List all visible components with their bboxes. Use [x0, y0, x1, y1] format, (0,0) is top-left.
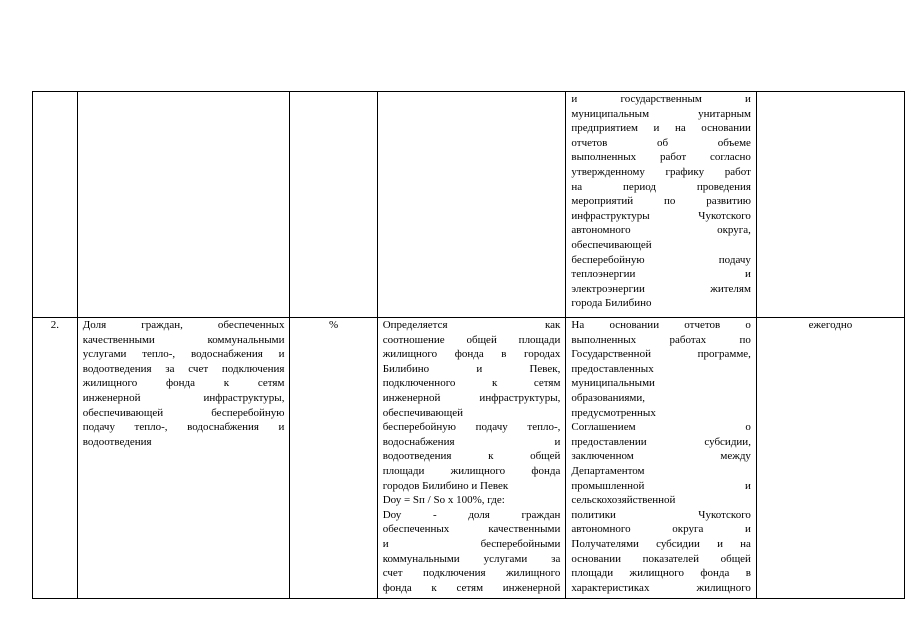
text-line: предприятием и на основании	[571, 122, 751, 135]
text-line: Получателями субсидии и на	[571, 537, 751, 550]
text-line: водоотведения	[82, 435, 152, 448]
text-line: инженерной инфраструктуры,	[82, 391, 285, 404]
text-line: обеспеченных качественными	[382, 523, 561, 536]
periodicity-cell: ежегодно	[756, 318, 904, 599]
table-row	[33, 318, 905, 599]
text-line: Определяется как	[382, 319, 561, 331]
indicator-table	[32, 91, 905, 599]
text-line: площади жилищного фонда в	[571, 567, 751, 580]
text-line: промышленной и	[571, 479, 751, 492]
data-source-cell	[566, 92, 757, 318]
text-line: коммунальными услугами за	[382, 552, 561, 565]
data-source-cell	[566, 318, 757, 599]
text-line: водоотведения за счет подключения	[82, 362, 285, 375]
indicator-name-cell	[77, 318, 290, 599]
text-line: муниципальными	[571, 377, 655, 390]
text-line: городов Билибино и Певек	[382, 479, 509, 492]
text-line: электроэнергии жителям	[571, 282, 751, 295]
text-line: соотношение общей площади	[382, 333, 561, 346]
text-line: характеристиках жилищного	[571, 581, 751, 594]
text-line: услугами тепло-, водоснабжения и	[82, 348, 285, 361]
text-line: автономного округа,	[571, 224, 751, 237]
text-line: мероприятий по развитию	[571, 195, 751, 208]
text-line: Билибино и Певек,	[382, 362, 561, 375]
text-line: счет подключения жилищного	[382, 567, 561, 580]
text-line: и бесперебойными	[382, 537, 561, 550]
text-line: утвержденному графику работ	[571, 165, 751, 178]
text-line: обеспечивающей	[571, 238, 652, 251]
text-line: предоставленных	[571, 362, 654, 375]
unit-cell: %	[290, 318, 377, 599]
periodicity-cell	[756, 92, 904, 318]
text-line: Доля граждан, обеспеченных	[82, 319, 285, 331]
calculation-method-cell	[377, 318, 566, 599]
text-line: жилищного фонда в городах	[382, 348, 561, 361]
text-line: отчетов об объеме	[571, 136, 751, 149]
text-line: выполненных работах по	[571, 333, 751, 346]
text-line: водоотведения к общей	[382, 450, 561, 463]
text-line: политики Чукотского	[571, 508, 751, 521]
text-line: бесперебойную подачу	[571, 253, 751, 266]
text-line: города Билибино	[571, 297, 652, 310]
text-line: Соглашением о	[571, 421, 751, 434]
text-line: обеспечивающей	[382, 406, 463, 419]
text-line: Dоу - доля граждан	[382, 508, 561, 521]
text-line: предусмотренных	[571, 406, 656, 419]
text-line: инфраструктуры Чукотского	[571, 209, 751, 222]
text-line: муниципальным унитарным	[571, 107, 751, 120]
text-line: Dоу = Sп / Sо х 100%, где:	[382, 494, 505, 507]
row-number-cell	[33, 92, 78, 318]
text-line: Государственной программе,	[571, 348, 751, 361]
text-line: выполненных работ согласно	[571, 151, 751, 164]
text-line: фонда к сетям инженерной	[382, 581, 561, 594]
text-line: подключенного к сетям	[382, 377, 561, 390]
text-line: заключенном между	[571, 450, 751, 463]
text-line: на период проведения	[571, 180, 751, 193]
text-line: жилищного фонда к сетям	[82, 377, 285, 390]
row-number-cell: 2.	[33, 318, 78, 599]
text-line: водоснабжения и	[382, 435, 561, 448]
unit-cell	[290, 92, 377, 318]
text-line: подачу тепло-, водоснабжения и	[82, 421, 285, 434]
table-row	[33, 92, 905, 318]
text-line: автономного округа и	[571, 523, 751, 536]
text-line: Департаментом	[571, 464, 645, 477]
text-line: образованиями,	[571, 391, 646, 404]
text-line: предоставлении субсидии,	[571, 435, 751, 448]
calculation-method-cell	[377, 92, 566, 318]
text-line: сельскохозяйственной	[571, 494, 676, 507]
text-line: обеспечивающей бесперебойную	[82, 406, 285, 419]
indicator-name-cell	[77, 92, 290, 318]
text-line: бесперебойную подачу тепло-,	[382, 421, 561, 434]
text-line: основании показателей общей	[571, 552, 751, 565]
text-line: теплоэнергии и	[571, 268, 751, 281]
text-line: и государственным и	[571, 93, 751, 105]
text-line: инженерной инфраструктуры,	[382, 391, 561, 404]
text-line: площади жилищного фонда	[382, 464, 561, 477]
text-line: качественными коммунальными	[82, 333, 285, 346]
text-line: На основании отчетов о	[571, 319, 751, 331]
